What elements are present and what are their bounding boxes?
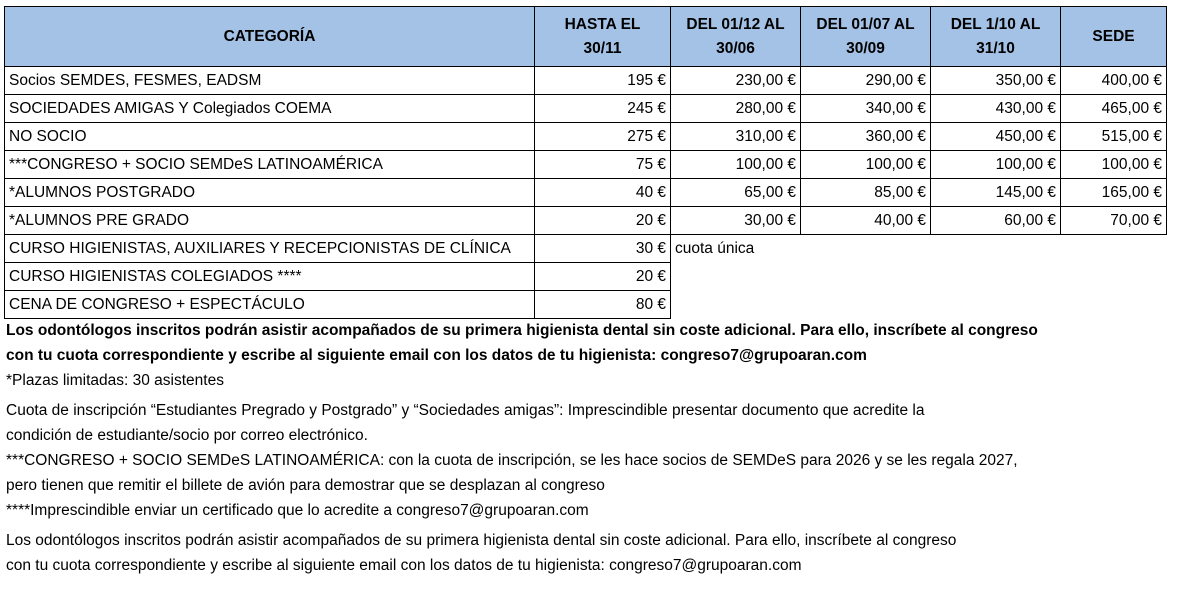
price-cell: 465,00 € [1061,95,1167,123]
table-row [5,263,1167,291]
header-row [5,7,1167,67]
price-cell: 100,00 € [801,151,931,179]
table-row [5,179,1167,207]
price-cell: 430,00 € [931,95,1061,123]
row-category: Socios SEMDES, FESMES, EADSM [5,67,535,95]
row-category: *ALUMNOS PRE GRADO [5,207,535,235]
price-cell: 400,00 € [1061,67,1167,95]
price-cell: 40 € [535,179,671,207]
price-cell: 80 € [535,291,671,319]
plain-note-line: Los odontólogos inscritos podrán asistir acompañados de su primera higienista dental sin coste adicional. Para ello, inscríbete al congreso [6,532,957,549]
price-cell: 340,00 € [801,95,931,123]
row-category: *ALUMNOS POSTGRADO [5,179,535,207]
price-cell: 275 € [535,123,671,151]
price-cell: 70,00 € [1061,207,1167,235]
bold-note-line: con tu cuota correspondiente y escribe al siguiente email con los datos de tu higienista: congreso7@grupoaran.com [6,347,867,364]
header-sede: SEDE [1061,7,1167,67]
limited-places-note: *Plazas limitadas: 30 asistentes [6,372,224,389]
price-cell: 515,00 € [1061,123,1167,151]
single-fee-note: cuota única [675,239,755,257]
row-category: CURSO HIGIENISTAS, AUXILIARES Y RECEPCIONISTAS DE CLÍNICA [5,235,535,263]
price-cell: 195 € [535,67,671,95]
row-category: CURSO HIGIENISTAS COLEGIADOS **** [5,263,535,291]
header-01-07-30-09: DEL 01/07 AL 30/09 [801,7,931,67]
price-cell: 20 € [535,263,671,291]
price-cell: 100,00 € [931,151,1061,179]
header-until-30-11: HASTA EL 30/11 [535,7,671,67]
row-category: NO SOCIO [5,123,535,151]
price-cell: 40,00 € [801,207,931,235]
table-row [5,67,1167,95]
price-cell: 30,00 € [671,207,801,235]
price-cell: 360,00 € [801,123,931,151]
price-cell: 350,00 € [931,67,1061,95]
row-category: ***CONGRESO + SOCIO SEMDeS LATINOAMÉRICA [5,151,535,179]
price-cell: 145,00 € [931,179,1061,207]
row-category: SOCIEDADES AMIGAS Y Colegiados COEMA [5,95,535,123]
table-row [5,151,1167,179]
bold-note-line: Los odontólogos inscritos podrán asistir acompañados de su primera higienista dental sin coste adicional. Para ello, inscríbete al congreso [6,322,1038,339]
price-cell: 450,00 € [931,123,1061,151]
fee-document-note: condición de estudiante/socio por correo electrónico. [6,427,368,444]
price-cell: 60,00 € [931,207,1061,235]
latam-note: pero tienen que remitir el billete de avión para demostrar que se desplazan al congreso [6,477,605,494]
price-cell: 75 € [535,151,671,179]
header-category: CATEGORÍA [5,7,535,67]
price-cell: 65,00 € [671,179,801,207]
price-cell: 100,00 € [671,151,801,179]
price-cell: 20 € [535,207,671,235]
plain-note-line: con tu cuota correspondiente y escribe al siguiente email con los datos de tu higienista: congreso7@grupoaran.com [6,557,802,574]
fees-table [4,6,1167,319]
latam-note: ***CONGRESO + SOCIO SEMDeS LATINOAMÉRICA: con la cuota de inscripción, se les hace socios de SEMDeS para 2026 y se les regala 2027, [6,452,1018,469]
price-cell: 165,00 € [1061,179,1167,207]
price-cell: 100,00 € [1061,151,1167,179]
table-row [5,235,1167,263]
price-cell: 230,00 € [671,67,801,95]
notes-section [6,318,1181,578]
table-row [5,123,1167,151]
table-row [5,291,1167,319]
price-cell: 245 € [535,95,671,123]
price-cell: 290,00 € [801,67,931,95]
price-cell: 30 € [535,235,671,263]
price-cell: 85,00 € [801,179,931,207]
row-category: CENA DE CONGRESO + ESPECTÁCULO [5,291,535,319]
header-1-10-31-10: DEL 1/10 AL 31/10 [931,7,1061,67]
table-row [5,95,1167,123]
certificate-note: ****Imprescindible enviar un certificado que lo acredite a congreso7@grupoaran.com [6,502,589,519]
header-01-12-30-06: DEL 01/12 AL 30/06 [671,7,801,67]
price-cell: 310,00 € [671,123,801,151]
price-cell: 280,00 € [671,95,801,123]
fee-document-note: Cuota de inscripción “Estudiantes Pregrado y Postgrado” y “Sociedades amigas”: Imprescindible presentar documento que acredite la [6,402,925,419]
table-row [5,207,1167,235]
